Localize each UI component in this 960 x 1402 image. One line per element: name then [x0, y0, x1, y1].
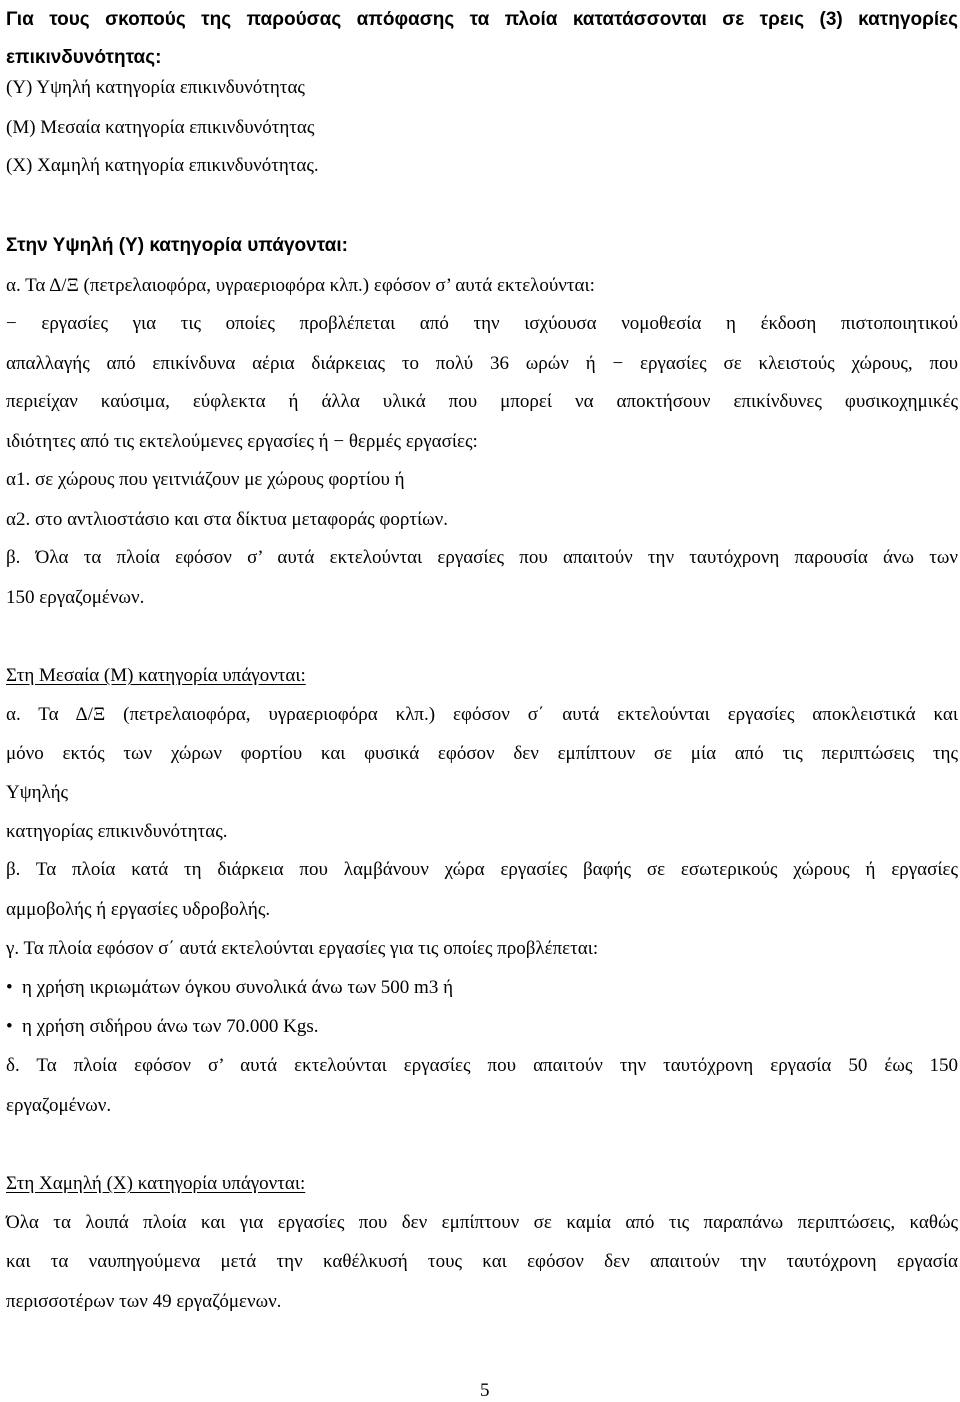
category-low: (Χ) Χαμηλή κατηγορία επικινδυνότητας.: [6, 155, 319, 176]
high-item-a-body-3: περιείχαν καύσιμα, εύφλεκτα ή άλλα υλικά που μπορεί να αποκτήσουν επικίνδυνες φυσικοχημικές: [6, 391, 958, 412]
intro-line-1: Για τους σκοπούς της παρούσας απόφασης τα πλοία κατατάσσονται σε τρεις (3) κατηγορίες: [6, 9, 958, 30]
medium-bullet-2-text: η χρήση σιδήρου άνω των 70.000 Kgs.: [22, 1016, 319, 1037]
medium-bullet-2: [6, 1015, 319, 1039]
medium-item-d-line-2: εργαζομένων.: [6, 1095, 112, 1116]
low-line-3: περισσοτέρων των 49 εργαζόμενων.: [6, 1291, 282, 1312]
high-heading: Στην Υψηλή (Υ) κατηγορία υπάγονται:: [6, 235, 348, 256]
high-item-b-line-2: 150 εργαζομένων.: [6, 587, 145, 608]
medium-item-b-line-2: αμμοβολής ή εργασίες υδροβολής.: [6, 899, 271, 920]
medium-item-c: γ. Τα πλοία εφόσον σ΄ αυτά εκτελούνται εργασίες για τις οποίες προβλέπεται:: [6, 938, 599, 959]
medium-item-a-line-1: α. Τα Δ/Ξ (πετρελαιοφόρα, υγραεριοφόρα κλπ.) εφόσον σ΄ αυτά εκτελούνται εργασίες αποκλειστικά και: [6, 704, 958, 725]
intro-line-2: επικινδυνότητας:: [6, 47, 162, 68]
medium-item-a-line-3: Υψηλής: [6, 782, 69, 803]
high-item-a: α. Τα Δ/Ξ (πετρελαιοφόρα, υγραεριοφόρα κλπ.) εφόσον σ’ αυτά εκτελούνται:: [6, 275, 595, 296]
medium-item-b-line-1: β. Τα πλοία κατά τη διάρκεια που λαμβάνουν χώρα εργασίες βαφής σε εσωτερικούς χώρους ή εργασίες: [6, 859, 958, 880]
high-item-a-body-4: ιδιότητες από τις εκτελούμενες εργασίες ή − θερμές εργασίες:: [6, 431, 478, 452]
page-number: 5: [480, 1380, 490, 1401]
medium-item-a-line-4: κατηγορίας επικινδυνότητας.: [6, 821, 228, 842]
medium-bullet-1: [6, 976, 453, 1000]
medium-item-d-line-1: δ. Τα πλοία εφόσον σ’ αυτά εκτελούνται εργασίες που απαιτούν την ταυτόχρονη εργασία 50 έως 150: [6, 1055, 958, 1076]
high-item-a2: α2. στο αντλιοστάσιο και στα δίκτυα μεταφοράς φορτίων.: [6, 509, 448, 530]
bullet-icon: •: [6, 1016, 13, 1037]
medium-bullet-1-text: η χρήση ικριωμάτων όγκου συνολικά άνω των 500 m3 ή: [22, 977, 454, 998]
low-line-2: και τα ναυπηγούμενα μετά την καθέλκυσή τους και εφόσον δεν απαιτούν την ταυτόχρονη εργασία: [6, 1251, 958, 1272]
high-item-b-line-1: β. Όλα τα πλοία εφόσον σ’ αυτά εκτελούνται εργασίες που απαιτούν την ταυτόχρονη παρουσία άνω των: [6, 547, 958, 568]
high-item-a1: α1. σε χώρους που γειτνιάζουν με χώρους φορτίου ή: [6, 469, 405, 490]
low-heading: Στη Χαμηλή (Χ) κατηγορία υπάγονται:: [6, 1173, 306, 1194]
medium-heading: Στη Μεσαία (Μ) κατηγορία υπάγονται:: [6, 665, 306, 686]
category-medium: (Μ) Μεσαία κατηγορία επικινδυνότητας: [6, 117, 315, 138]
high-item-a-body-1: − εργασίες για τις οποίες προβλέπεται από την ισχύουσα νομοθεσία η έκδοση πιστοποιητικού: [6, 313, 958, 334]
category-high: (Υ) Υψηλή κατηγορία επικινδυνότητας: [6, 77, 305, 98]
high-item-a-body-2: απαλλαγής από επικίνδυνα αέρια διάρκειας το πολύ 36 ωρών ή − εργασίες σε κλειστούς χώρους, που: [6, 353, 958, 374]
medium-item-a-line-2: μόνο εκτός των χώρων φορτίου και φυσικά εφόσον δεν εμπίπτουν σε μία από τις περιπτώσεις της: [6, 743, 958, 764]
bullet-icon: •: [6, 977, 13, 998]
low-line-1: Όλα τα λοιπά πλοία και για εργασίες που δεν εμπίπτουν σε καμία από τις παραπάνω περιπτώσεις, καθώς: [6, 1212, 958, 1233]
